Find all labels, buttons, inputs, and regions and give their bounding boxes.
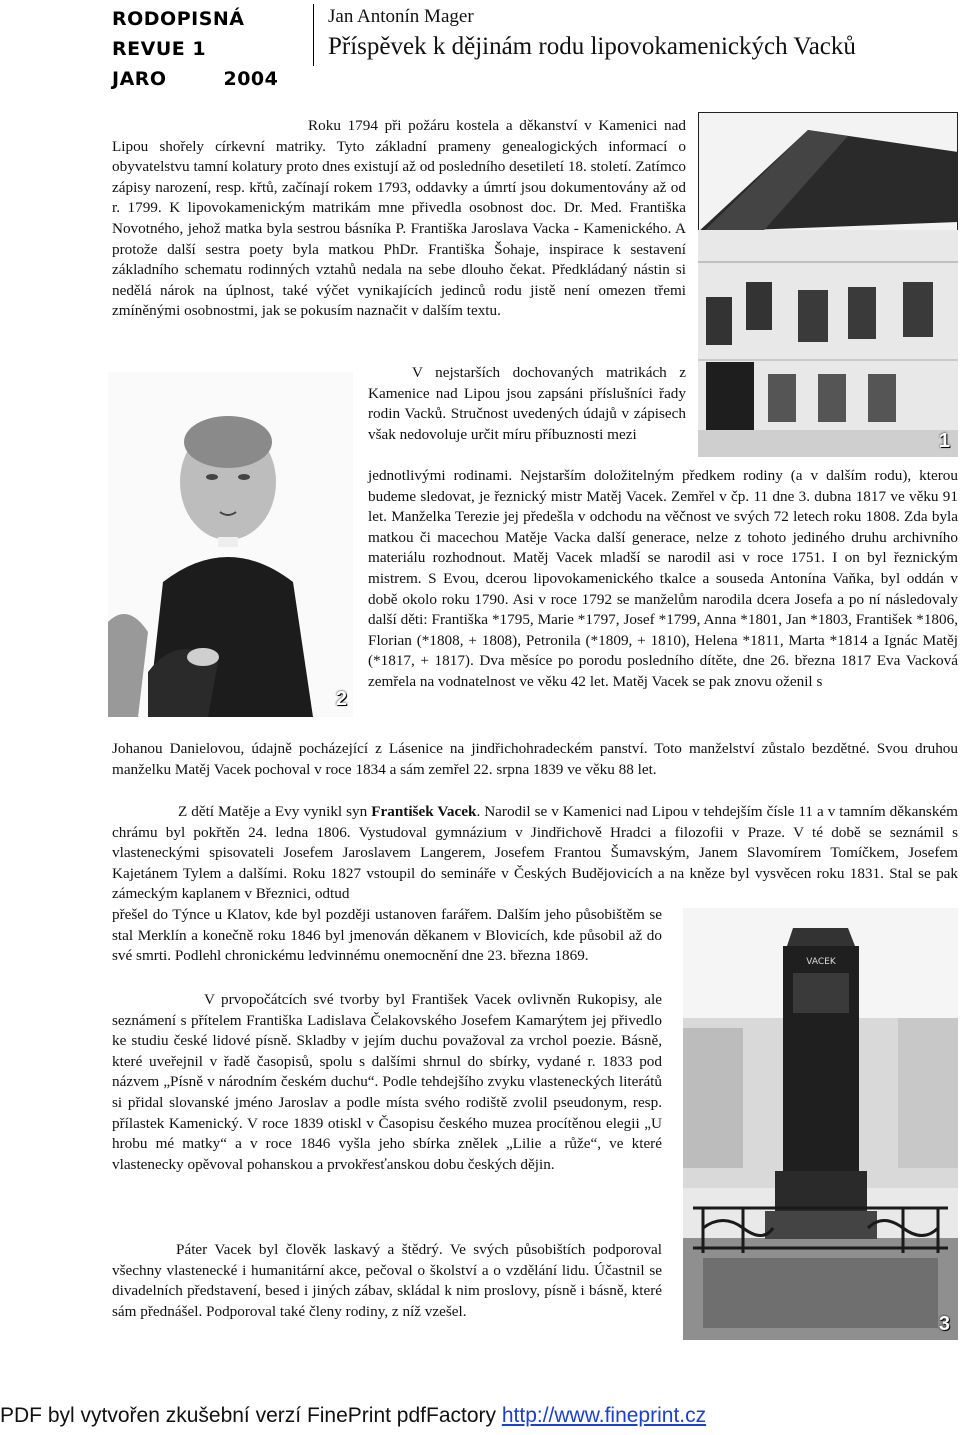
journal-line-2: JARO 2004: [112, 68, 279, 90]
figure-number-2: 2: [335, 688, 347, 710]
header-divider: [313, 4, 314, 66]
paragraph-3: [112, 802, 958, 905]
journal-line-1: RODOPISNÁ REVUE 1: [112, 8, 245, 60]
frantisek-vacek-name: František Vacek: [371, 803, 477, 820]
paragraph-2c: Johanou Danielovou, údajně pocházející z Lásenice na jindřichohradeckém panství. Toto manželství zůstalo bezdětné. Svou druhou manželku Matěj Vacek pochoval v roce 1834 a sám zemřel 22. srpna 1839 ve věku 88 let.: [112, 740, 958, 778]
paragraph-2b: jednotlivými rodinami. Nejstarším doložitelným předkem rodiny (a v dalším rodu), kterou budeme sledovat, je řeznický mistr Matěj Vacek. Zemřel v čp. 11 dne 3. dubna 1817 ve věku 91 let. Manželka Terezie jej předešla v odchodu na věčnost ve svých 72 letech roku 1808. Zda byla matkou či macechou Matěje Vacka další generace, nelze z tohoto jediného druhu archivního materiálu rozhodnout. Matěj Vacek mladší se narodil asi v roce 1751. I on byl řeznickým mistrem. S Evou, dcerou lipovokamenického tkalce a souseda Antonína Vaňka, byl oddán v době okolo roku 1790. Asi v roce 1792 se manželům narodila dcera Josefa a po ní následovaly další děti: Františka *1795, Marie *1797, Josef *1799, Anna *1801, Jan *1803, František *1806, Florian (*1808, + 1808), Petronila (*1809, + 1810), Helena *1811, Marta *1814 a Ignác Matěj (*1817, + 1817). Dva měsíce po porodu posledního dítěte, dne 26. března 1817 Eva Vacková zemřela na vodnatelnost ve věku 42 let. Matěj Vacek se pak znovu oženil s: [368, 467, 958, 690]
portrait-photo: [108, 372, 353, 717]
footer-text: PDF byl vytvořen zkušební verzí FinePrint pdfFactory: [0, 1404, 502, 1427]
paragraph-1: Roku 1794 při požáru kostela a děkanství v Kamenici nad Lipou shořely církevní matriky. Tyto základní prameny genealogických informací o obyvatelstvu tamní kolatury proto dnes existují až od posledního desetiletí 18. století. Zatímco zápisy narození, resp. křtů, začínají rokem 1793, oddavky a úmrtí jsou dokumentovány až od r. 1799. K lipovokamenickým matrikám mne přivedla osobnost doc. Dr. Med. Františka Novotného, jehož matka byla sestrou básníka P. Františka Jaroslava Vacka - Kamenického. A protože další sestra poety byla matkou PhDr. Františka Šohaje, inspirace k sestavení základního schematu rodinných vztahů nedala na sebe dlouho čekat. Předkládaný nástin si nedělá nárok na úplnost, také výčet vynikajících jedinců rodu jistě není omezen třemi zmíněnými osobnostmi, jak se pokusím naznačit v dalším textu.: [112, 117, 686, 320]
house-illustration: [698, 112, 958, 457]
article-title: Příspěvek k dějinám rodu lipovokamenických Vacků: [328, 33, 856, 60]
journal-name: [112, 4, 312, 94]
paragraph-5: Páter Vacek byl člověk laskavý a štědrý. Ve svých působištích podporoval všechny vlastenecké i humanitární akce, pečoval o školství a o vzdělání lidu. Účastnil se divadelních představení, besed i jiných zábav, skládal k nim proslovy, písně i básně, které sám přednášel. Podporoval také členy rodiny, z níž vzešel.: [112, 1241, 662, 1320]
pdf-footer: [0, 1404, 960, 1428]
footer-link[interactable]: http://www.fineprint.cz: [501, 1404, 707, 1427]
figure-number-1: 1: [938, 430, 950, 452]
figure-number-3: 3: [938, 1313, 950, 1335]
portrait-illustration: [108, 372, 353, 717]
tombstone-photo: [683, 908, 958, 1340]
tombstone-illustration: [683, 908, 958, 1340]
article-header: [328, 3, 856, 63]
paragraph-3-rest: . Narodil se v Kamenici nad Lipou v tehdejším čísle 11 a v tamním děkanském chrámu byl pokřtěn 24. ledna 1806. Vystudoval gymnázium v Jindřichově Hradci a filozofii v Praze. V té době se seznámil s vlasteneckými spisovateli Josefem Jaroslavem Langerem, Josefem Frantou Šumavským, Janem Slavomírem Tomíčkem, Josefem Kajetánem Tylem a dalšími. Roku 1827 vstoupil do semináře v Českých Budějovicích a na kněze byl vysvěcen roku 1831. Stal se pak zámeckým kaplanem v Březnici, odtud: [112, 803, 958, 903]
paragraph-3-lead: Z dětí Matěje a Evy vynikl syn: [178, 803, 372, 820]
paragraph-3b: přešel do Týnce u Klatov, kde byl později ustanoven farářem. Dalším jeho působištěm se stal Merklín a konečně roku 1846 byl jmenován děkanem v Blovicích, kde působil až do své smrti. Podlehl chronickému ledvinnému onemocnění dne 23. března 1869.: [112, 906, 662, 965]
paragraph-4: V prvopočátcích své tvorby byl František Vacek ovlivněn Rukopisy, ale seznámení s přítelem Františka Ladislava Čelakovského Josefem Kamarýtem jej přivedlo ke studiu české lidové písně. Skladby v jejím duchu považoval za vrchol poezie. Básně, které uveřejnil v řadě časopisů, spolu s dalšími shrnul do sbírky, vydané r. 1833 pod názvem „Písně v národním českém duchu“. Podle tehdejšího zvyku vlasteneckých literátů si přidal slovanské jméno Jaroslav a podle místa svého rodiště zvolil pseudonym, resp. přílastek Kamenický. V roce 1839 otiskl v Časopisu českého muzea procítěnou elegii „U hrobu mé matky“ a v roce 1846 vyšla jeho sbírka znělek „Lilie a růže“, ve které vlastenecky opěvoval pohanskou a prvokřesťanskou dobu českých dějin.: [112, 991, 662, 1173]
tombstone-inscription: VACEK: [806, 957, 836, 967]
article-author: Jan Antonín Mager: [328, 6, 474, 27]
house-photo: [698, 112, 958, 457]
paragraph-2a: V nejstarších dochovaných matrikách z Kamenice nad Lipou jsou zapsáni příslušníci řady rodin Vacků. Stručnost uvedených údajů v zápisech však nedovoluje určit míru příbuznosti mezi: [368, 364, 686, 443]
